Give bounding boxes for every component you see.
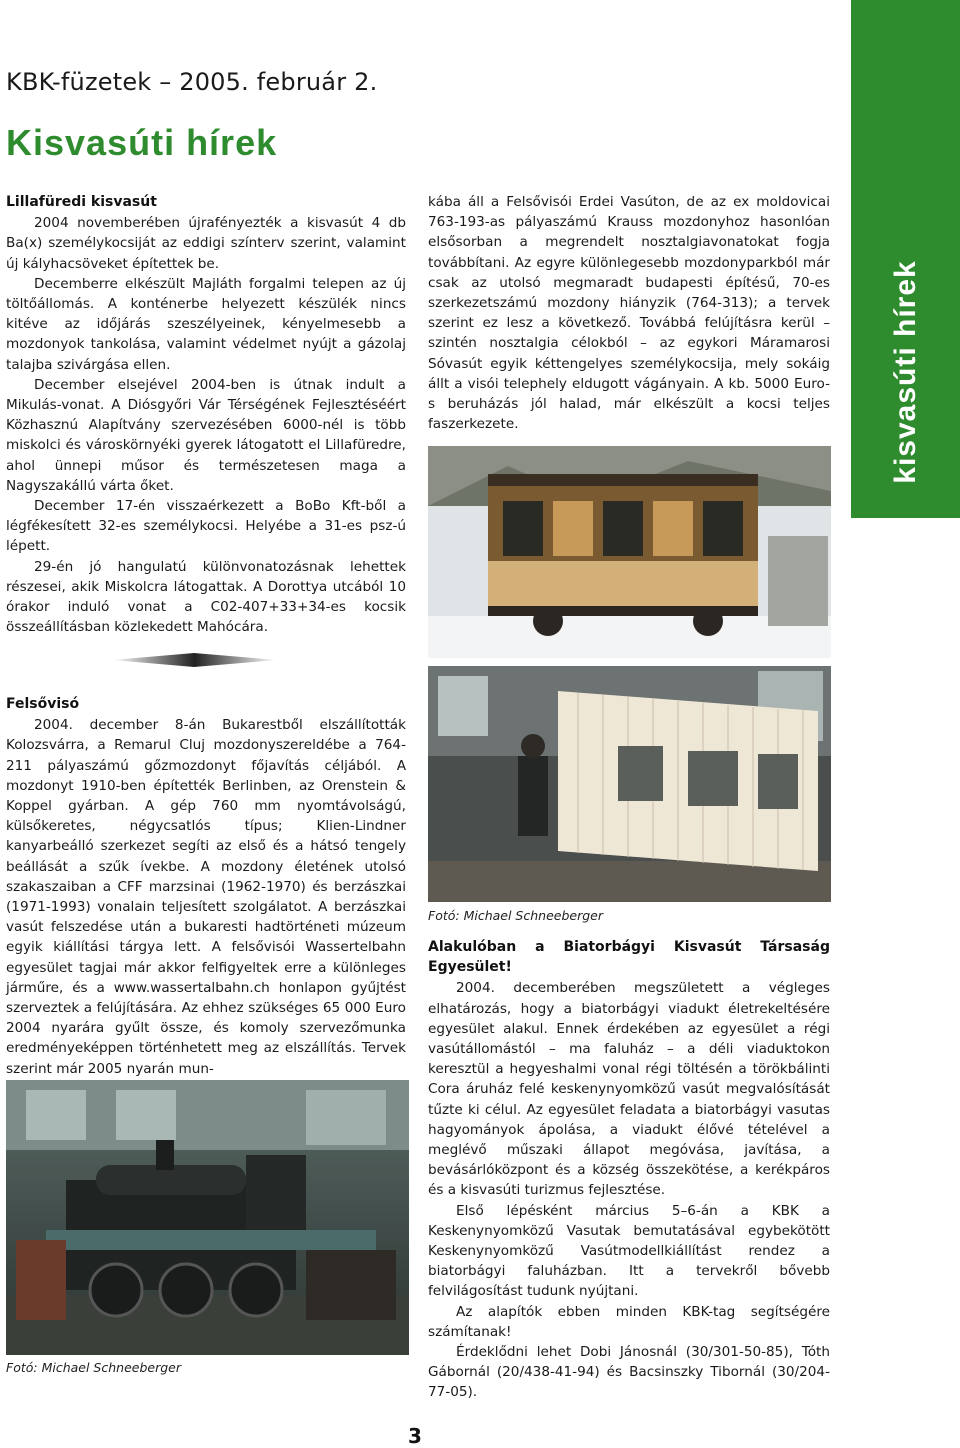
lillafured-paragraph: Decemberre elkészült Majláth forgalmi telepen az új töltőállomás. A konténerbe helyezett készülék nincs kitéve az időjárás szeszélyeinek, kényelmesebb a mozdonyok tankolása, valamint védelmet nyújt a gázolaj talajba szivárgása ellen. <box>6 275 406 373</box>
lillafured-paragraph: 2004 novemberében újrafényezték a kisvasút 4 db Ba(x) személykocsiját az eddigi színterv szerint, valamint új kályhacsöveket építettek be. <box>6 215 406 272</box>
felsoviso-continuation-paragraph: kába áll a Felsővisói Erdei Vasúton, de az ex moldovicai 763-193-as pályaszámú Krauss mozdonyhoz hasonlóan elsősorban a megrendelt nosztalgiavonatokat fogja továbbítani. Az egyre különlegesebb mozdonyparkból már csak az utolsó megmaradt budapesti építésű, 70-es szerkezetszámú mozdony hiányzik (764-313); a tervek szerint ez lesz a következő. Továbbá felújításra kerül – szintén nosztalgia célokból – az egykori Máramarosi Sóvasút egyik kéttengelyes személykocsija, mely sokáig állt a visói telephely eldugott vágányain. A kb. 5000 Euro-s beruházás jól halad, már elkészült a kocsi teljes faszerkezete. <box>428 194 830 433</box>
carriage-photo-caption: Fotó: Michael Schneeberger <box>428 908 603 923</box>
biatorbagy-paragraph: Érdeklődni lehet Dobi Jánosnál (30/301-50-85), Tóth Gábornál (20/438-41-94) és Bacsinszky Tibornál (30/204-77-05). <box>428 1344 830 1401</box>
lillafured-title: Lillafüredi kisvasút <box>6 194 157 210</box>
locomotive-photo-caption: Fotó: Michael Schneeberger <box>6 1360 181 1375</box>
section-divider <box>112 653 277 667</box>
steam-locomotive-photo <box>6 1080 409 1355</box>
felsoviso-continuation <box>428 192 830 434</box>
biatorbagy-title: Alakulóban a Biatorbágyi Kisvasút Társaság Egyesület! <box>428 939 830 976</box>
side-tab-label: kisvasúti hírek <box>888 260 922 484</box>
lillafured-paragraph: December elsejével 2004-ben is útnak indult a Mikulás-vonat. A Diósgyőri Vár Térségének Fejlesztéséért Közhasznú Alapítvány szervezésében 6000-nél is több miskolci és városkörnyéki gyerek látogatott el Lillafüredre, ahol ünnepi műsor és természetesen maga a Nagyszakállú várta őket. <box>6 376 406 494</box>
lillafured-paragraph: December 17-én visszaérkezett a BoBo Kft-ből a légfékesített 32-es személykocsi. Helyébe a 31-es psz-ú lépett. <box>6 498 406 555</box>
old-carriage-photo <box>428 446 831 658</box>
biatorbagy-paragraph: Az alapítók ebben minden KBK-tag segítségére számítanak! <box>428 1303 830 1340</box>
page-title: Kisvasúti hírek <box>6 122 278 163</box>
lillafured-paragraph: 29-én jó hangulatú különvonatozásnak lehettek részesei, akik Miskolcra látogattak. A Dorottya utcából 10 órakor induló vonat a C02-407+33+34-es kocsik összeállításban közlekedett Mahócára. <box>6 558 406 636</box>
biatorbagy-article <box>428 937 830 1403</box>
lillafured-article <box>6 192 406 637</box>
biatorbagy-paragraph: 2004. decemberében megszületett a végleges elhatározás, hogy a biatorbágyi viadukt életrekeltésére egyesület alakul. Ennek érdekében az egyesület a régi vasútállomástól – ma faluház – a déli viaduktokon keresztül a hegyeshalmi vonal régi töltésén a törökbálinti Cora áruház felé keskenynyomközű vasút megvalósítását tűzte ki célul. Az egyesület feladata a biatorbágyi vasutas hagyományok ápolása, a viadukt élővé tételével a meglévő műszaki állapot megóvása, javítása, a bevásárlóközpont és a község összekötése, a kerékpáros és a kisvasúti turizmus fejlesztése. <box>428 980 830 1199</box>
carriage-construction-photo <box>428 666 831 902</box>
felsoviso-article <box>6 694 406 1079</box>
section-side-tab <box>851 0 960 518</box>
biatorbagy-paragraph: Első lépésként március 5–6-án a KBK a Keskenynyomközű Vasutak bemutatásával egybekötött Keskenynyomközű Vasútmodellkiállítást rendez a biatorbágyi faluházban. Itt a tervekről bővebb felvilágosítást tudunk nyújtani. <box>428 1202 830 1300</box>
felsoviso-paragraph: 2004. december 8-án Bukarestből elszállították Kolozsvárra, a Remarul Cluj mozdonyszereldébe a 764-211 pályaszámú gőzmozdonyt főjavítás céljából. A mozdonyt 1910-ben építették Berlinben, az Orenstein & Koppel gyárban. A gép 760 mm nyomtávolságú, külsőkeretes, négycsatlós típus; Klien-Lindner kanyarbeálló szerkezet segíti az első és a hátsó tengely beállását a szűk ívekbe. A mozdony életének utolsó szakaszaiban a CFF marzsinai (1962-1970) és berzászkai (1971-1993) vonalain teljesített szolgálatot. A berzászkai vasút felszedése után a bukaresti hadtörténeti múzeum egyik kiállítási tárgya lett. A felsővisói Wassertelbahn egyesület tagjai már akkor felfigyeltek erre a különleges járműre, és a www.wassertalbahn.ch honlapon gyűjtést szerveztek a felújítására. Az ehhez szükséges 65 000 Euro 2004 nyarára gyűlt össze, és komoly szervezőmunka eredményeképpen történhetett meg az elszállítás. Tervek szerint már 2005 nyarán mun- <box>6 717 406 1077</box>
issue-line: KBK-füzetek – 2005. február 2. <box>6 68 378 96</box>
felsoviso-title: Felsővisó <box>6 696 80 712</box>
page-number: 3 <box>408 1424 422 1448</box>
